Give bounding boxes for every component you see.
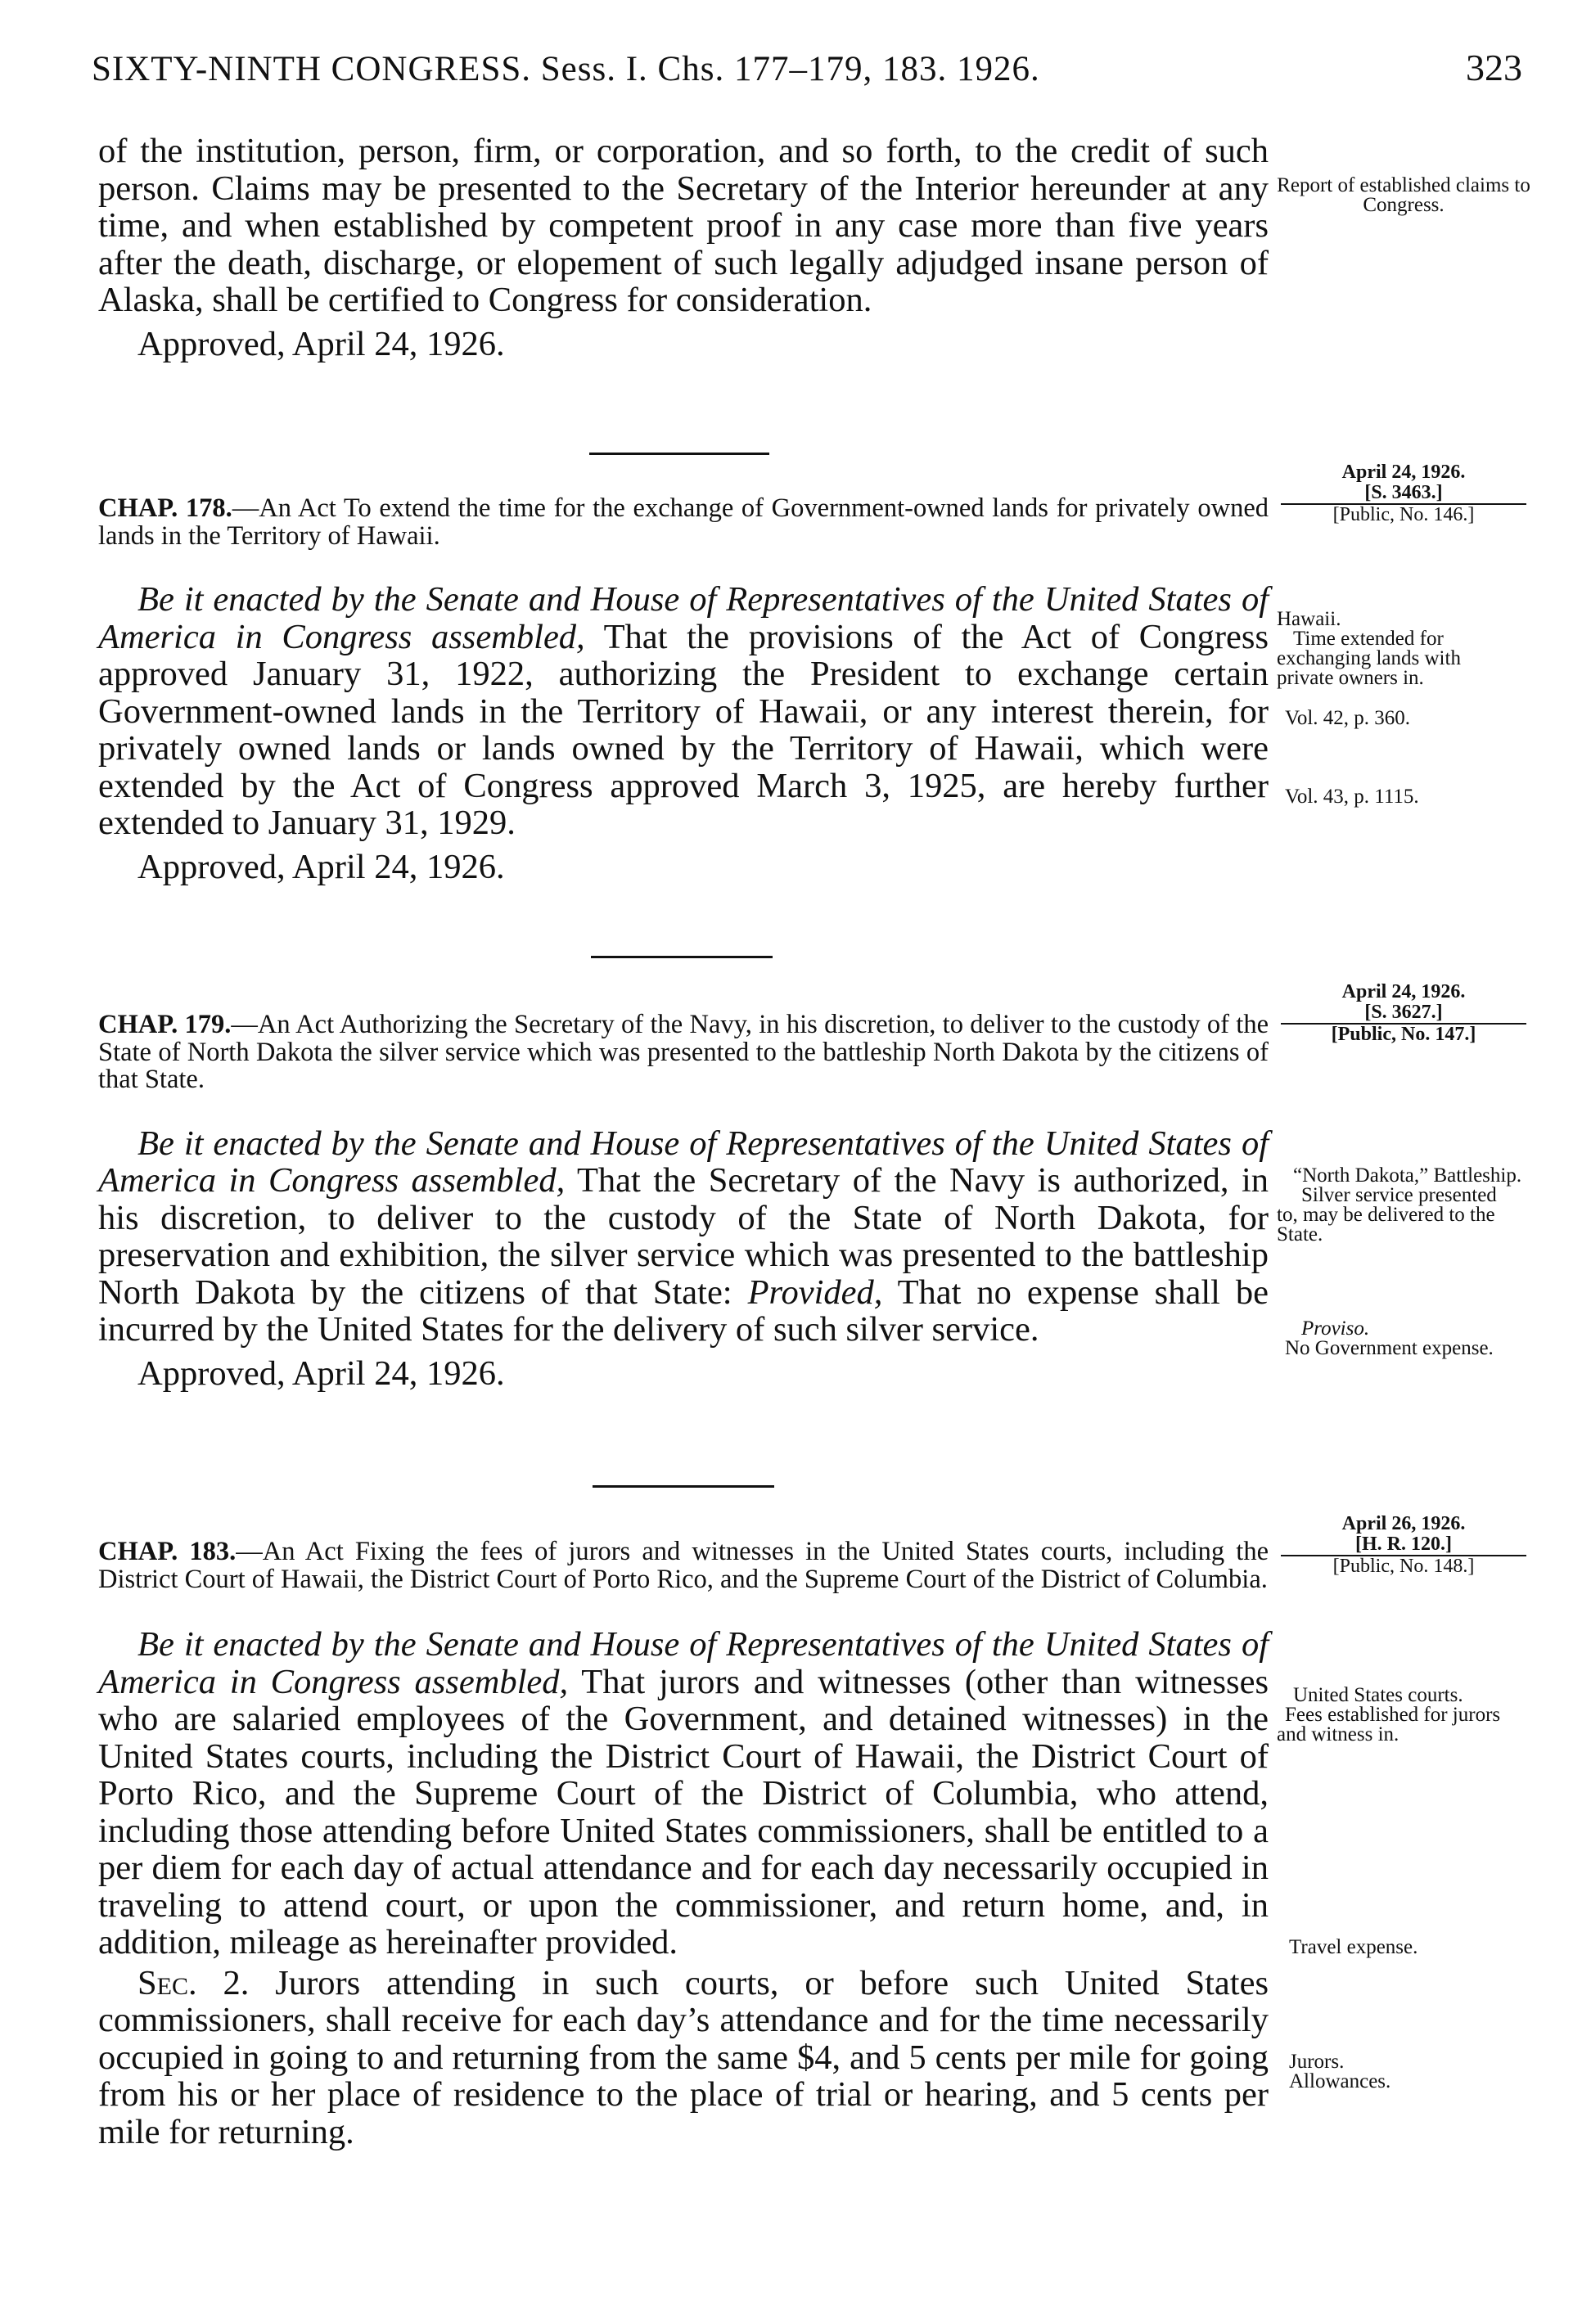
continuation-section bbox=[98, 133, 1269, 363]
chap183-margin-note bbox=[1277, 1686, 1522, 1745]
chap178-date: April 24, 1926. bbox=[1341, 462, 1466, 483]
chap179-enacting-clause: Be it enacted by the Senate and House of Representatives of the United States of America in Congress assembled, bbox=[98, 1124, 1269, 1200]
chap179-note-heading: “North Dakota,” Battleship. bbox=[1293, 1164, 1522, 1187]
chap179-heading: CHAP. 179. bbox=[98, 1010, 232, 1039]
chap178-title bbox=[98, 495, 1269, 550]
chap178-bill: [S. 3463.] bbox=[1281, 483, 1526, 505]
chap178-public-law: [Public, No. 146.] bbox=[1332, 504, 1475, 525]
chap179-proviso-word: Provided, bbox=[747, 1272, 883, 1312]
chap179-proviso-note-text: No Government expense. bbox=[1285, 1337, 1494, 1359]
chap179-note-text: Silver service presented to, may be delivered to the State. bbox=[1277, 1184, 1497, 1245]
chap183-date-block bbox=[1273, 1514, 1535, 1577]
page-number: 323 bbox=[1466, 47, 1522, 88]
chap178-ref-vol42: Vol. 42, p. 360. bbox=[1285, 707, 1411, 729]
running-header bbox=[92, 49, 1522, 98]
chap183-public-law: [Public, No. 148.] bbox=[1332, 1556, 1475, 1577]
chap179-proviso-label bbox=[1277, 1319, 1522, 1339]
chap179-text-1: That the Secretary of the Navy is authorized, in his discretion, to deliver to the custody of the State of North Dakota, for preservation and exhibition, the silver service which was presented to the battleship North Dakota by the citizens of that State: bbox=[98, 1161, 1269, 1312]
chap183-date: April 26, 1926. bbox=[1341, 1513, 1466, 1534]
chap183-note-heading: United States courts. bbox=[1293, 1684, 1463, 1706]
continuation-text: of the institution, person, firm, or corporation, and so forth, to the credit of such person. Claims may be presented to the Secretary of the Interior hereunder at any time, and when established by competent proof in any case more than five years after the death, discharge, or elopement of such legally adjudged insane person of Alaska, shall be certified to Congress for consideration. bbox=[98, 132, 1269, 319]
chap183-title bbox=[98, 1538, 1269, 1593]
chap183-note-text: Fees established for jurors and witness in. bbox=[1277, 1704, 1501, 1745]
chap183-enacting-clause: Be it enacted by the Senate and House of Representatives of the United States of America in Congress assembled, bbox=[98, 1625, 1269, 1701]
chap183-heading: CHAP. 183. bbox=[98, 1537, 237, 1566]
chap183-jurors-note bbox=[1289, 2052, 1535, 2092]
chap178-approved: Approved, April 24, 1926. bbox=[137, 847, 505, 886]
chap178-text: That the provisions of the Act of Congress approved January 31, 1922, authorizing the President to exchange certain Government-owned lands in the Territory of Hawaii, or any interest therein, for privately owned lands or lands owned by the Territory of Hawaii, which were extended by the Act of Congress approved March 3, 1925, are hereby further extended to January 31, 1929. bbox=[98, 617, 1269, 842]
chap179-section bbox=[98, 1011, 1269, 1393]
margin-note-report: Report of established claims to Congress. bbox=[1277, 174, 1530, 216]
chap183-bill: [H. R. 120.] bbox=[1281, 1534, 1526, 1556]
chap179-approved: Approved, April 24, 1926. bbox=[137, 1353, 505, 1393]
chap178-date-block bbox=[1273, 462, 1535, 525]
chap183-jurors-heading: Jurors. bbox=[1289, 2051, 1345, 2073]
section-divider bbox=[591, 956, 773, 958]
chap178-enacting-clause: Be it enacted by the Senate and House of Representatives of the United States of America in Congress assembled, bbox=[98, 580, 1269, 656]
chap178-note-heading: Hawaii. bbox=[1277, 608, 1341, 630]
chap178-section bbox=[98, 495, 1269, 886]
approved-line: Approved, April 24, 1926. bbox=[137, 324, 505, 363]
chap178-body bbox=[98, 581, 1269, 842]
chap178-margin-note bbox=[1277, 610, 1522, 688]
running-head: SIXTY-NINTH CONGRESS. Sess. I. Chs. 177–179, 183. 1926. bbox=[92, 50, 1040, 88]
chap183-sec2 bbox=[98, 1965, 1269, 2151]
chap183-body bbox=[98, 1626, 1269, 1961]
chap179-text-2: That no expense shall be incurred by the United States for the delivery of such silver service. bbox=[98, 1272, 1269, 1349]
chap179-date: April 24, 1926. bbox=[1341, 981, 1466, 1002]
chap179-proviso-label-text: Proviso. bbox=[1301, 1317, 1370, 1340]
chap179-proviso-note bbox=[1277, 1319, 1522, 1358]
chap183-sec2-label: Sec. 2. bbox=[137, 1963, 250, 2002]
chap179-title bbox=[98, 1011, 1269, 1094]
chap178-ref-vol43: Vol. 43, p. 1115. bbox=[1285, 786, 1419, 808]
chap183-sec2-text: Jurors attending in such courts, or before such United States commissioners, shall receive for each day’s attendance and for the time necessarily occupied in going to and returning from the same $4, and 5 cents per mile for going from his or her place of residence to the place of trial or hearing, and 5 cents per mile for returning. bbox=[98, 1963, 1269, 2151]
chap179-body bbox=[98, 1125, 1269, 1349]
chap183-jurors-text: Allowances. bbox=[1289, 2070, 1391, 2092]
chap178-heading: CHAP. 178. bbox=[98, 493, 232, 523]
chap183-section bbox=[98, 1538, 1269, 2151]
chap179-date-block bbox=[1273, 982, 1535, 1045]
chap179-public-law: [Public, No. 147.] bbox=[1331, 1024, 1476, 1045]
chap183-title-text: —An Act Fixing the fees of jurors and witnesses in the United States courts, including the District Court of Hawaii, the District Court of Porto Rico, and the Supreme Court of the District of Columbia. bbox=[98, 1537, 1269, 1594]
chap178-note-text: Time extended for exchanging lands with private owners in. bbox=[1277, 628, 1461, 689]
chap178-title-text: —An Act To extend the time for the exchange of Government-owned lands for privately owned lands in the Territory of Hawaii. bbox=[98, 493, 1269, 551]
section-divider bbox=[593, 1485, 774, 1488]
chap183-text: That jurors and witnesses (other than witnesses who are salaried employees of the Government, and detained witnesses) in the United States courts, including the District Court of Hawaii, the District Court of Porto Rico, and the Supreme Court of the District of Columbia, who attend, including those attending before United States commissioners, shall be entitled to a per diem for each day of actual attendance and for each day necessarily occupied in traveling to attend court, or upon the commissioner, and return home, and, in addition, mileage as hereinafter provided. bbox=[98, 1662, 1269, 1961]
section-divider bbox=[589, 453, 769, 455]
chap179-title-text: —An Act Authorizing the Secretary of the Navy, in his discretion, to deliver to the custody of the State of North Dakota the silver service which was presented to the battleship North Dakota by the citizens of that State. bbox=[98, 1010, 1269, 1094]
chap183-travel-note: Travel expense. bbox=[1289, 1936, 1418, 1958]
chap179-bill: [S. 3627.] bbox=[1281, 1002, 1526, 1025]
chap179-margin-note bbox=[1277, 1166, 1522, 1245]
